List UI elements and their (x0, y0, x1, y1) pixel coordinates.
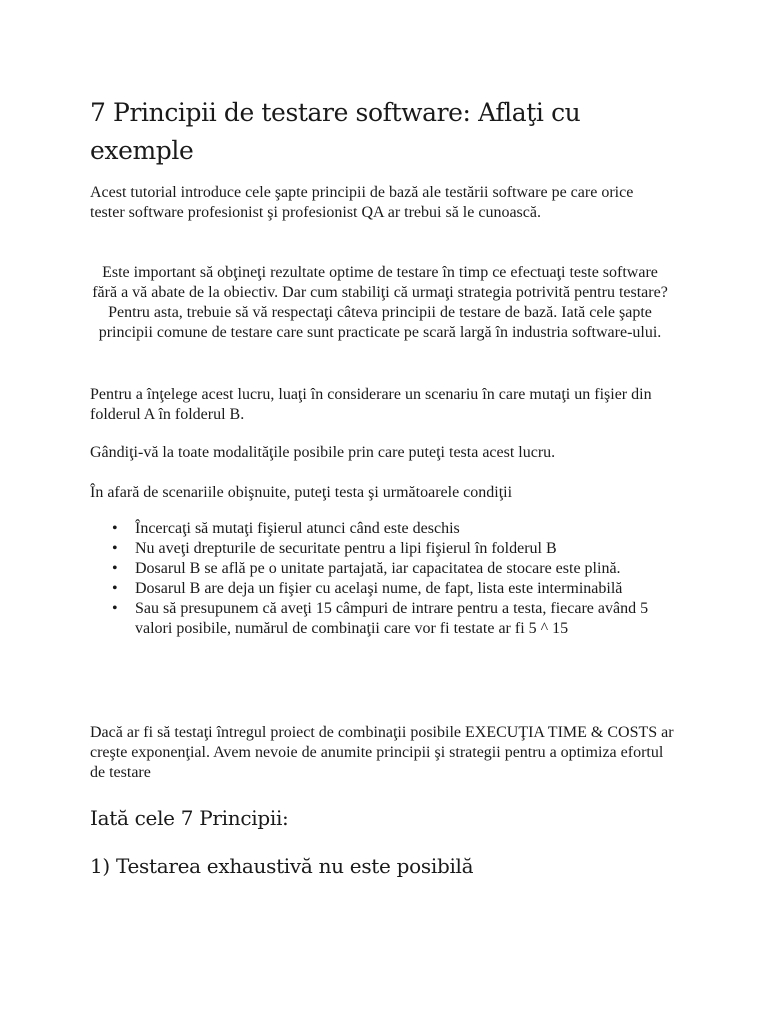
think-paragraph: Gândiţi-vă la toate modalităţile posibile prin care puteţi testa acest lucru. (90, 444, 556, 461)
list-item (112, 539, 672, 559)
list-item-text: Încercaţi să mutaţi fişierul atunci când este deschis (135, 520, 460, 537)
scenario-paragraph: Pentru a înţelege acest lucru, luaţi în considerare un scenariu în care mutaţi un fişier din folderul A în folderul B. (90, 386, 652, 423)
principle-one-heading: 1) Testarea exhaustivă nu este posibilă (90, 854, 474, 878)
centered-paragraph: Este important să obţineţi rezultate optime de testare în timp ce efectuaţi teste software fără a vă abate de la obiectiv. Dar cum stabiliţi că urmaţi strategia potrivită pentru testare? Pentru asta, trebuie să vă respectaţi câteva principii de testare de bază. Iată cele şapte principii comune de testare care sunt practicate pe scară largă în industria software-ului. (92, 264, 668, 341)
list-item (112, 559, 672, 579)
bullet-icon: • (112, 560, 118, 577)
list-item-text: Dosarul B se află pe o unitate partajată, iar capacitatea de stocare este plină. (135, 560, 621, 577)
list-item (112, 579, 672, 599)
list-item (112, 519, 672, 539)
list-item-text: Dosarul B are deja un fişier cu acelaşi nume, de fapt, lista este interminabilă (135, 580, 623, 597)
list-item-text: Sau să presupunem că aveţi 15 câmpuri de intrare pentru a testa, fiecare având 5 valori posibile, numărul de combinaţii care vor fi testate ar fi 5 ^ 15 (135, 600, 649, 637)
costs-paragraph: Dacă ar fi să testaţi întregul proiect de combinaţii posibile EXECUŢIA TIME & COSTS ar creşte exponenţial. Avem nevoie de anumite principii şi strategii pentru a optimiza efortul de testare (90, 724, 674, 781)
principles-heading: Iată cele 7 Principii: (90, 806, 289, 830)
bullet-icon: • (112, 600, 118, 617)
conditions-list (112, 519, 672, 639)
list-item-text: Nu aveţi drepturile de securitate pentru a lipi fişierul în folderul B (135, 540, 557, 557)
intro-paragraph: Acest tutorial introduce cele şapte principii de bază ale testării software pe care orice tester software profesionist şi profesionist QA ar trebui să le cunoască. (90, 184, 634, 221)
bullet-icon: • (112, 580, 118, 597)
page-title: 7 Principii de testare software: Aflaţi cu exemple (90, 98, 581, 165)
bullet-icon: • (112, 520, 118, 537)
list-item (112, 599, 672, 639)
bullet-icon: • (112, 540, 118, 557)
conditions-intro-paragraph: În afară de scenariile obişnuite, puteţi testa şi următoarele condiţii (90, 484, 513, 501)
